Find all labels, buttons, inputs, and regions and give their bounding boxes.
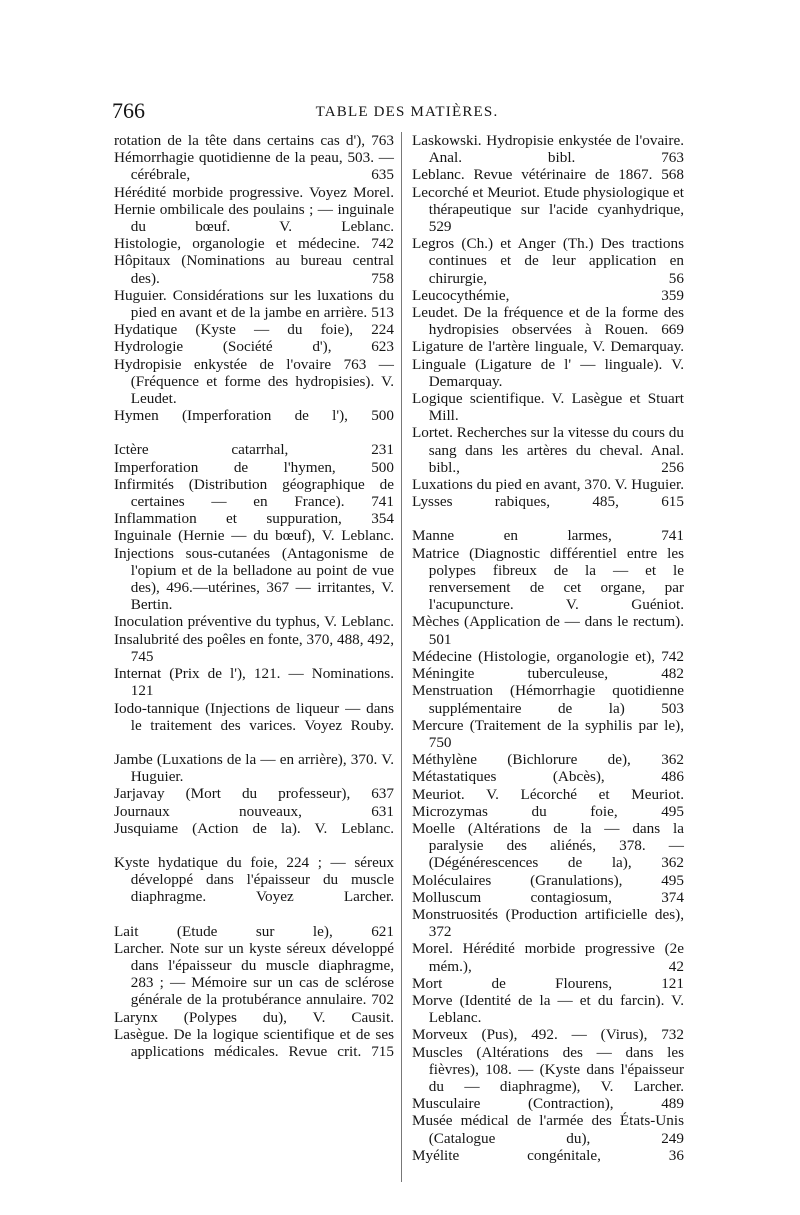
index-entry: Lortet. Recherches sur la vitesse du cours du sang dans les artères du cheval. Anal. bibl., 256 xyxy=(412,424,684,476)
index-entry: Lait (Etude sur le), 621 xyxy=(114,922,394,940)
letter-section-gap xyxy=(114,734,394,751)
index-entry: Jarjavay (Mort du professeur), 637 xyxy=(114,785,394,803)
index-entry: Muscles (Altérations des — dans les fièvres), 108. — (Kyste dans l'épaisseur du — diaphragme), V. Larcher. xyxy=(412,1043,684,1095)
index-entry: Laskowski. Hydropisie enkystée de l'ovaire. Anal. bibl. 763 xyxy=(412,132,684,167)
index-entry: Morveux (Pus), 492. — (Virus), 732 xyxy=(412,1026,684,1044)
index-entry: Logique scientifique. V. Lasègue et Stuart Mill. xyxy=(412,390,684,425)
index-entry: Musée médical de l'armée des États-Unis (Catalogue du), 249 xyxy=(412,1112,684,1147)
page-number: 766 xyxy=(112,98,145,123)
index-entry: Inflammation et suppuration, 354 xyxy=(114,510,394,528)
index-entry: Molluscum contagiosum, 374 xyxy=(412,888,684,906)
index-entry: Ictère catarrhal, 231 xyxy=(114,441,394,459)
index-entry: Iodo-tannique (Injections de liqueur — dans le traitement des varices. Voyez Rouby. xyxy=(114,699,394,734)
index-entry: Infirmités (Distribution géographique de certaines — en France). 741 xyxy=(114,475,394,511)
running-title: TABLE DES MATIÈRES. xyxy=(315,104,499,120)
index-entry: Journaux nouveaux, 631 xyxy=(114,802,394,820)
page-header xyxy=(112,98,702,128)
left-index-column xyxy=(114,132,394,1060)
index-entry: Histologie, organologie et médecine. 742 xyxy=(114,235,394,253)
index-entry: Huguier. Considérations sur les luxations du pied en avant et de la jambe en arrière. 513 xyxy=(114,286,394,322)
index-entry: Larcher. Note sur un kyste séreux développé dans l'épaisseur du muscle diaphragme, 283 ; — Mémoire sur un cas de sclérose générale de la protubérance annulaire. 702 xyxy=(114,939,394,1009)
index-entry: Matrice (Diagnostic différentiel entre les polypes fibreux de la — et le renversement de cet organe, par l'acupuncture. V. Guéniot. xyxy=(412,544,684,614)
letter-section-gap xyxy=(114,906,394,923)
index-entry: Mèches (Application de — dans le rectum). 501 xyxy=(412,613,684,648)
index-entry: Manne en larmes, 741 xyxy=(412,527,684,545)
index-entry: Insalubrité des poêles en fonte, 370, 488, 492, 745 xyxy=(114,630,394,665)
index-entry: Hydatique (Kyste — du foie), 224 xyxy=(114,321,394,339)
index-entry: Leucocythémie, 359 xyxy=(412,286,684,304)
index-entry: Inoculation préventive du typhus, V. Leblanc. xyxy=(114,613,394,631)
index-entry: Moelle (Altérations de la — dans la paralysie des aliénés, 378. — (Dégénérescences de la), 362 xyxy=(412,819,684,872)
index-entry: Internat (Prix de l'), 121. — Nominations. 121 xyxy=(114,665,394,700)
index-entry: Jusquiame (Action de la). V. Leblanc. xyxy=(114,819,394,837)
index-entry: Imperforation de l'hymen, 500 xyxy=(114,458,394,476)
index-entry: Méthylène (Bichlorure de), 362 xyxy=(412,751,684,769)
index-entry: Moléculaires (Granulations), 495 xyxy=(412,871,684,889)
index-entry: Hydrologie (Société d'), 623 xyxy=(114,338,394,356)
index-entry: Hydropisie enkystée de l'ovaire 763 — (Fréquence et forme des hydropisies). V. Leudet. xyxy=(114,355,394,408)
index-entry: Inguinale (Hernie — du bœuf), V. Leblanc. xyxy=(114,527,394,545)
index-entry: Monstruosités (Production artificielle des), 372 xyxy=(412,905,684,941)
letter-section-gap xyxy=(114,424,394,441)
column-divider xyxy=(401,132,402,1182)
letter-section-gap xyxy=(412,510,684,527)
index-entry: Métastatiques (Abcès), 486 xyxy=(412,768,684,786)
index-entry: Injections sous-cutanées (Antagonisme de l'opium et de la belladone au point de vue des), 496.—utérines, 367 — irritantes, V. Bertin. xyxy=(114,544,394,614)
index-entry: Hernie ombilicale des poulains ; — inguinale du bœuf. V. Leblanc. xyxy=(114,200,394,236)
index-entry: Meuriot. V. Lécorché et Meuriot. xyxy=(412,785,684,803)
index-entry: Myélite congénitale, 36 xyxy=(412,1146,684,1164)
index-entry: Kyste hydatique du foie, 224 ; — séreux développé dans l'épaisseur du muscle diaphragme. Voyez Larcher. xyxy=(114,853,394,906)
index-entry: Jambe (Luxations de la — en arrière), 370. V. Huguier. xyxy=(114,750,394,786)
index-entry: Méningite tuberculeuse, 482 xyxy=(412,665,684,683)
index-entry: Hémorrhagie quotidienne de la peau, 503. — cérébrale, 635 xyxy=(114,149,394,184)
index-entry: Hymen (Imperforation de l'), 500 xyxy=(114,407,394,425)
index-entry: Hérédité morbide progressive. Voyez Morel. xyxy=(114,183,394,201)
index-entry: Médecine (Histologie, organologie et), 742 xyxy=(412,647,684,665)
index-entry: Ligature de l'artère linguale, V. Demarquay. xyxy=(412,338,684,356)
index-entry: Leblanc. Revue vétérinaire de 1867. 568 xyxy=(412,166,684,184)
index-entry: Lasègue. De la logique scientifique et de ses applications médicales. Revue crit. 715 xyxy=(114,1025,394,1060)
index-entry: Morel. Hérédité morbide progressive (2e mém.), 42 xyxy=(412,940,684,975)
index-entry: Luxations du pied en avant, 370. V. Huguier. xyxy=(412,476,684,494)
index-entry: Lecorché et Meuriot. Etude physiologique et thérapeutique sur l'acide cyanhydrique, 529 xyxy=(412,183,684,236)
index-entry: Musculaire (Contraction), 489 xyxy=(412,1095,684,1113)
index-entry: Larynx (Polypes du), V. Causit. xyxy=(114,1008,394,1026)
index-entry: Morve (Identité de la — et du farcin). V. Leblanc. xyxy=(412,991,684,1027)
index-entry: Lysses rabiques, 485, 615 xyxy=(412,493,684,511)
index-entry: Mort de Flourens, 121 xyxy=(412,974,684,992)
letter-section-gap xyxy=(114,837,394,854)
right-index-column xyxy=(412,132,684,1164)
index-entry: rotation de la tête dans certains cas d'), 763 xyxy=(114,132,394,149)
index-entry: Leudet. De la fréquence et de la forme des hydropisies observées à Rouen. 669 xyxy=(412,304,684,339)
index-entry: Hôpitaux (Nominations au bureau central des). 758 xyxy=(114,252,394,287)
index-entry: Linguale (Ligature de l' — linguale). V. Demarquay. xyxy=(412,355,684,390)
index-entry: Legros (Ch.) et Anger (Th.) Des tractions continues et de leur application en chirurgie, 56 xyxy=(412,235,684,287)
index-entry: Microzymas du foie, 495 xyxy=(412,802,684,820)
index-entry: Mercure (Traitement de la syphilis par le), 750 xyxy=(412,716,684,751)
index-entry: Menstruation (Hémorrhagie quotidienne supplémentaire de la) 503 xyxy=(412,682,684,717)
